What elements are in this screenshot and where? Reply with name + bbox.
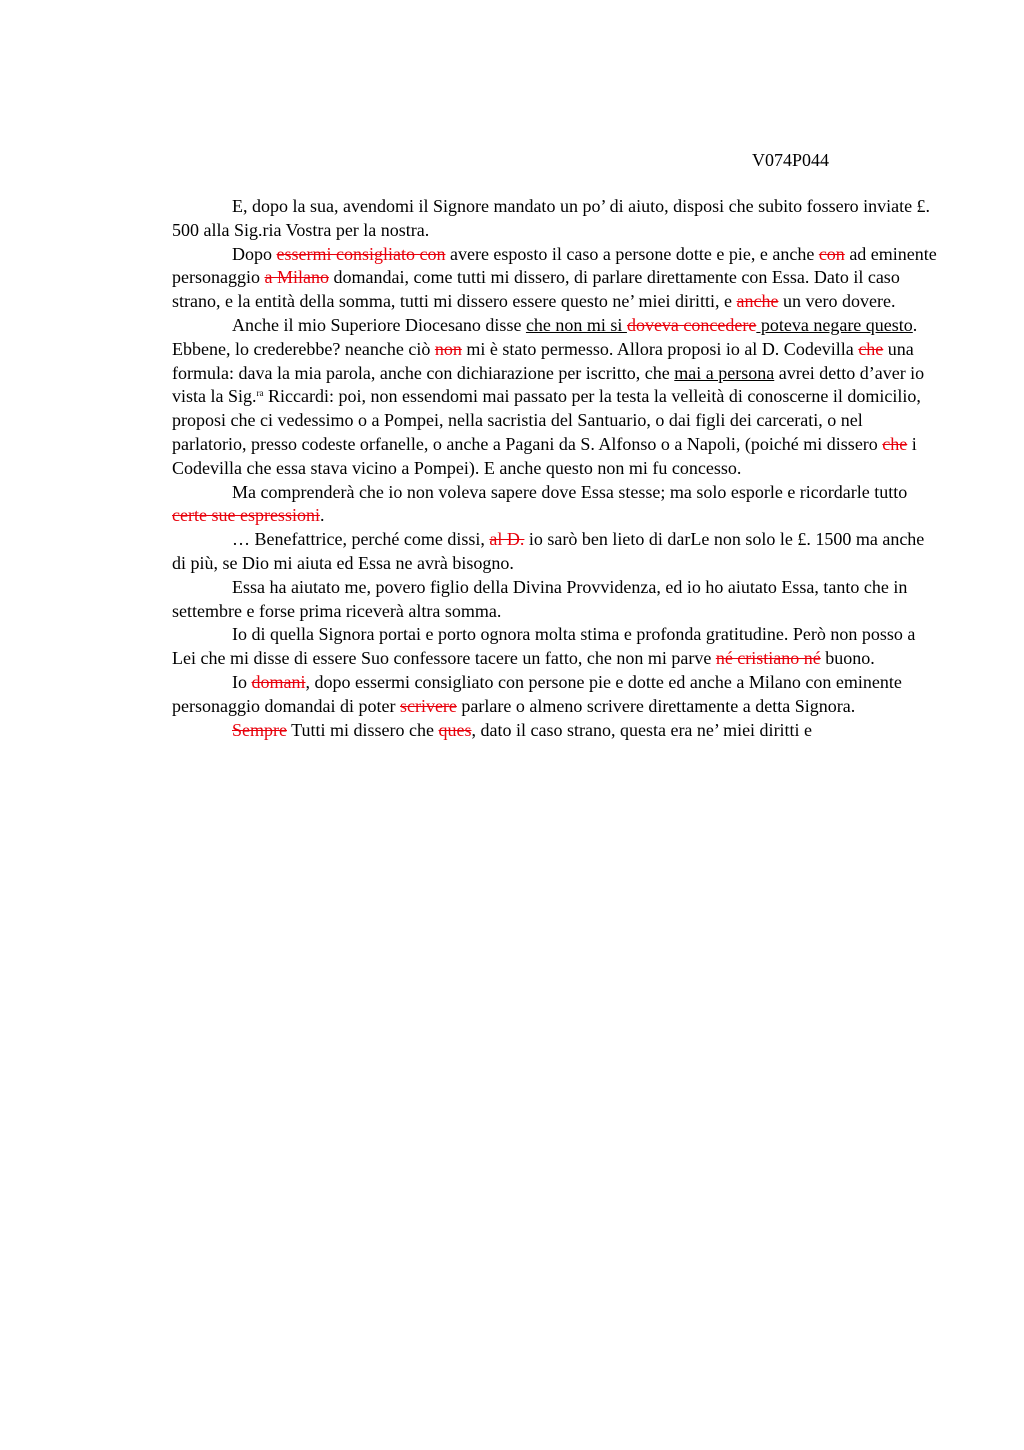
text-segment: Io: [232, 671, 252, 692]
text-segment: Io di quella Signora portai e porto ognora molta stima e profonda gratitudine. Però non posso a Lei che mi disse di essere Suo confessore tacere un fatto, che non mi parve: [172, 624, 916, 669]
paragraph: [172, 243, 940, 314]
superscript-text: ra: [256, 388, 264, 399]
text-segment: Tutti mi dissero che: [286, 719, 439, 740]
text-segment: Riccardi: poi, non essendomi mai passato per la testa la velleità di conoscerne il domicilio, proposi che ci vedessimo o a Pompei, nella sacristia del Santuario, o dai figli dei carcerati, o nel parlatorio, presso codeste orfanelle, o anche a Pagani da S. Alfonso o a Napoli, (poiché mi dissero: [172, 386, 921, 454]
deleted-text: a Milano: [264, 267, 329, 288]
text-segment: avere esposto il caso a persone dotte e pie, e anche: [445, 243, 819, 264]
text-segment: , dato il caso strano, questa era ne’ miei diritti e: [471, 719, 813, 740]
deleted-text: doveva concedere: [626, 314, 757, 335]
deleted-text: ques: [438, 719, 472, 740]
text-segment: avrei detto d’aver io vista la Sig.: [172, 362, 925, 407]
paragraph: [172, 671, 940, 719]
deleted-text: che: [882, 433, 908, 454]
deleted-text: al D.: [489, 529, 525, 550]
text-segment: domandai, come tutti mi dissero, di parlare direttamente con Essa. Dato il caso strano, e la entità della somma, tutti mi dissero essere questo ne’ miei diritti, e: [172, 267, 900, 312]
deleted-text: domani: [251, 671, 306, 692]
deleted-text: con: [818, 243, 845, 264]
text-segment: ad eminente personaggio: [172, 243, 937, 288]
deleted-text: né cristiano né: [715, 648, 821, 669]
text-segment: mi è stato permesso. Allora proposi io al D. Codevilla: [461, 338, 859, 359]
paragraph: [172, 481, 940, 529]
text-segment: parlare o almeno scrivere direttamente a detta Signora.: [456, 695, 856, 716]
text-segment: .: [319, 505, 325, 526]
text-segment: buono.: [820, 648, 875, 669]
page-identifier: V074P044: [752, 150, 830, 170]
text-segment: , dopo essermi consigliato con persone pie e dotte ed anche a Milano con eminente personaggio domandai di poter: [172, 671, 902, 716]
paragraph: [172, 719, 940, 743]
text-segment: … Benefattrice, perché come dissi,: [232, 529, 490, 550]
text-segment: E, dopo la sua, avendomi il Signore mandato un po’ di aiuto, disposi che subito fossero inviate £. 500 alla Sig.ria Vostra per la nostra.: [172, 196, 931, 240]
text-segment: Anche il mio Superiore Diocesano disse: [232, 314, 526, 335]
deleted-text: certe sue espressioni: [172, 505, 320, 526]
paragraph: [172, 528, 940, 576]
text-segment: io sarò ben lieto di darLe non solo le £. 1500 ma anche di più, se Dio mi aiuta ed Essa ne avrà bisogno.: [172, 529, 925, 573]
text-segment: una formula: dava la mia parola, anche con dichiarazione per iscritto, che: [172, 338, 914, 383]
text-segment: Dopo: [232, 243, 277, 264]
text-segment: . Ebbene, lo crederebbe? neanche ciò: [172, 314, 918, 359]
text-segment: Essa ha aiutato me, povero figlio della Divina Provvidenza, ed io ho aiutato Essa, tanto che in settembre e forse prima riceverà altra somma.: [172, 576, 908, 621]
paragraph: [172, 576, 940, 624]
deleted-text: essermi consigliato con: [276, 243, 446, 264]
underlined-text: che non mi si: [525, 314, 627, 335]
deleted-text: che: [858, 338, 884, 359]
paragraph: [172, 623, 940, 671]
deleted-text: Sempre: [232, 719, 287, 740]
paragraph: [172, 314, 940, 481]
paragraph: [172, 195, 940, 243]
deleted-text: anche: [736, 291, 779, 312]
underlined-text: mai a persona: [674, 362, 775, 383]
deleted-text: scrivere: [399, 695, 457, 716]
text-segment: Ma comprenderà che io non voleva sapere dove Essa stesse; ma solo esporle e ricordarle tutto: [232, 481, 908, 502]
text-segment: i Codevilla che essa stava vicino a Pompei). E anche questo non mi fu concesso.: [172, 433, 917, 478]
deleted-text: non: [434, 338, 462, 359]
text-segment: un vero dovere.: [778, 291, 896, 312]
letter-body: [172, 195, 940, 742]
underlined-text: poteva negare questo: [756, 314, 913, 335]
